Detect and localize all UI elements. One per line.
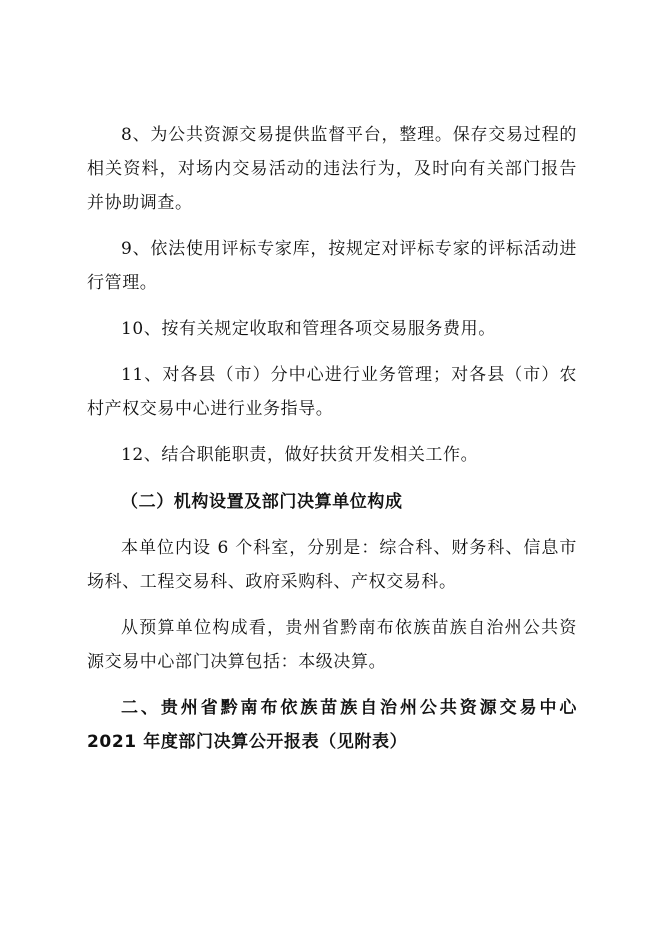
paragraph-item-11: 11、对各县（市）分中心进行业务管理；对各县（市）农村产权交易中心进行业务指导。 bbox=[87, 365, 577, 419]
chapter-heading-reports: 二、贵州省黔南布依族苗族自治州公共资源交易中心 2021 年度部门决算公开报表（见附表） bbox=[87, 698, 577, 752]
paragraph-item-9: 9、依法使用评标专家库，按规定对评标专家的评标活动进行管理。 bbox=[87, 239, 577, 293]
paragraph-departments: 本单位内设 6 个科室，分别是：综合科、财务科、信息市场科、工程交易科、政府采购科、产权交易科。 bbox=[87, 538, 577, 592]
section-heading-organization: （二）机构设置及部门决算单位构成 bbox=[121, 492, 403, 512]
paragraph-budget-units: 从预算单位构成看，贵州省黔南布依族苗族自治州公共资源交易中心部门决算包括：本级决算。 bbox=[87, 618, 577, 672]
paragraph-item-12: 12、结合职能职责，做好扶贫开发相关工作。 bbox=[121, 445, 479, 465]
paragraph-item-10: 10、按有关规定收取和管理各项交易服务费用。 bbox=[121, 319, 496, 339]
paragraph-item-8: 8、为公共资源交易提供监督平台，整理。保存交易过程的相关资料，对场内交易活动的违法行为，及时向有关部门报告并协助调查。 bbox=[87, 125, 577, 213]
